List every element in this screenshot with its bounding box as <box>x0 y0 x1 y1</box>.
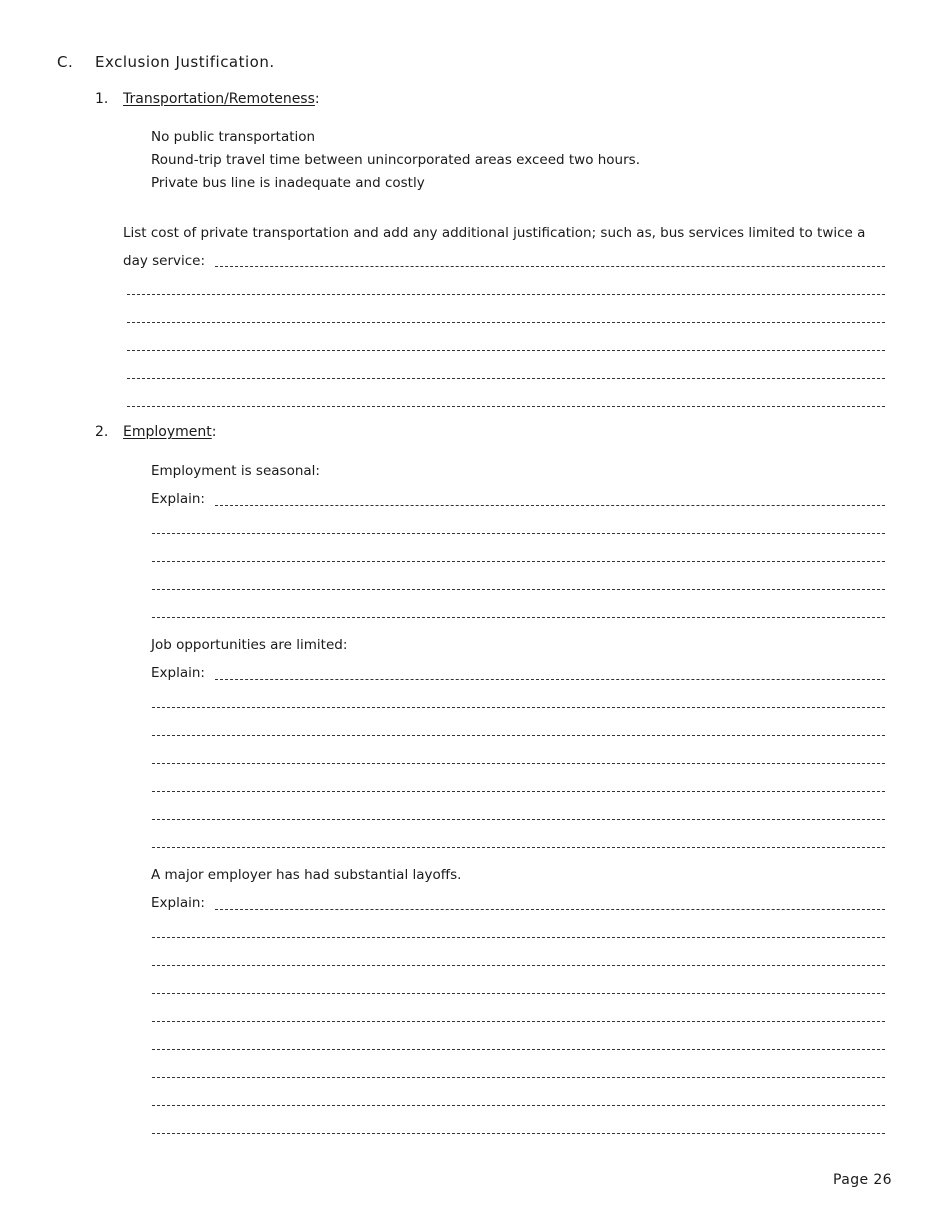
layoffs-answer-line[interactable] <box>152 1077 885 1078</box>
section-letter: C. <box>57 53 74 71</box>
job-answer-line[interactable] <box>152 707 885 708</box>
transport-answer-line[interactable] <box>127 350 885 351</box>
job-answer-line[interactable] <box>215 679 885 680</box>
transport-answer-line[interactable] <box>127 322 885 323</box>
layoffs-answer-line[interactable] <box>152 1133 885 1134</box>
heading-text: Transportation/Remoteness <box>123 91 315 107</box>
heading-colon: : <box>314 91 320 107</box>
job-answer-line[interactable] <box>152 847 885 848</box>
employment-seasonal-label: Employment is seasonal: <box>151 463 320 479</box>
page-number: Page 26 <box>833 1172 892 1188</box>
transport-line-3: Private bus line is inadequate and costly <box>151 175 425 191</box>
job-opportunities-label: Job opportunities are limited: <box>151 637 348 653</box>
transport-answer-line[interactable] <box>215 266 885 267</box>
item-number-1: 1. <box>95 91 109 107</box>
layoffs-answer-line[interactable] <box>152 937 885 938</box>
layoffs-answer-line[interactable] <box>152 1021 885 1022</box>
transport-line-2: Round-trip travel time between unincorporated areas exceed two hours. <box>151 152 640 168</box>
seasonal-answer-line[interactable] <box>152 589 885 590</box>
item-heading-transportation <box>123 91 320 107</box>
seasonal-answer-line[interactable] <box>152 533 885 534</box>
explain-label: Explain: <box>151 895 205 911</box>
layoffs-answer-line[interactable] <box>215 909 885 910</box>
job-answer-line[interactable] <box>152 791 885 792</box>
transport-answer-line[interactable] <box>127 378 885 379</box>
heading-text: Employment <box>123 424 212 440</box>
seasonal-answer-line[interactable] <box>152 561 885 562</box>
transport-line-1: No public transportation <box>151 129 316 145</box>
layoffs-answer-line[interactable] <box>152 993 885 994</box>
layoffs-answer-line[interactable] <box>152 1049 885 1050</box>
transport-instructions-line-1: List cost of private transportation and add any additional justification; such as, bus services limited to twice a <box>123 225 866 241</box>
transport-answer-line[interactable] <box>127 294 885 295</box>
layoffs-answer-line[interactable] <box>152 965 885 966</box>
job-answer-line[interactable] <box>152 763 885 764</box>
item-number-2: 2. <box>95 424 109 440</box>
item-heading-employment <box>123 424 216 440</box>
heading-colon: : <box>211 424 217 440</box>
layoffs-answer-line[interactable] <box>152 1105 885 1106</box>
explain-label: Explain: <box>151 491 205 507</box>
section-title: Exclusion Justification. <box>95 53 275 71</box>
seasonal-answer-line[interactable] <box>152 617 885 618</box>
seasonal-answer-line[interactable] <box>215 505 885 506</box>
transport-instructions-line-2: day service: <box>123 253 206 269</box>
job-answer-line[interactable] <box>152 735 885 736</box>
explain-label: Explain: <box>151 665 205 681</box>
job-answer-line[interactable] <box>152 819 885 820</box>
layoffs-label: A major employer has had substantial layoffs. <box>151 867 462 883</box>
transport-answer-line[interactable] <box>127 406 885 407</box>
